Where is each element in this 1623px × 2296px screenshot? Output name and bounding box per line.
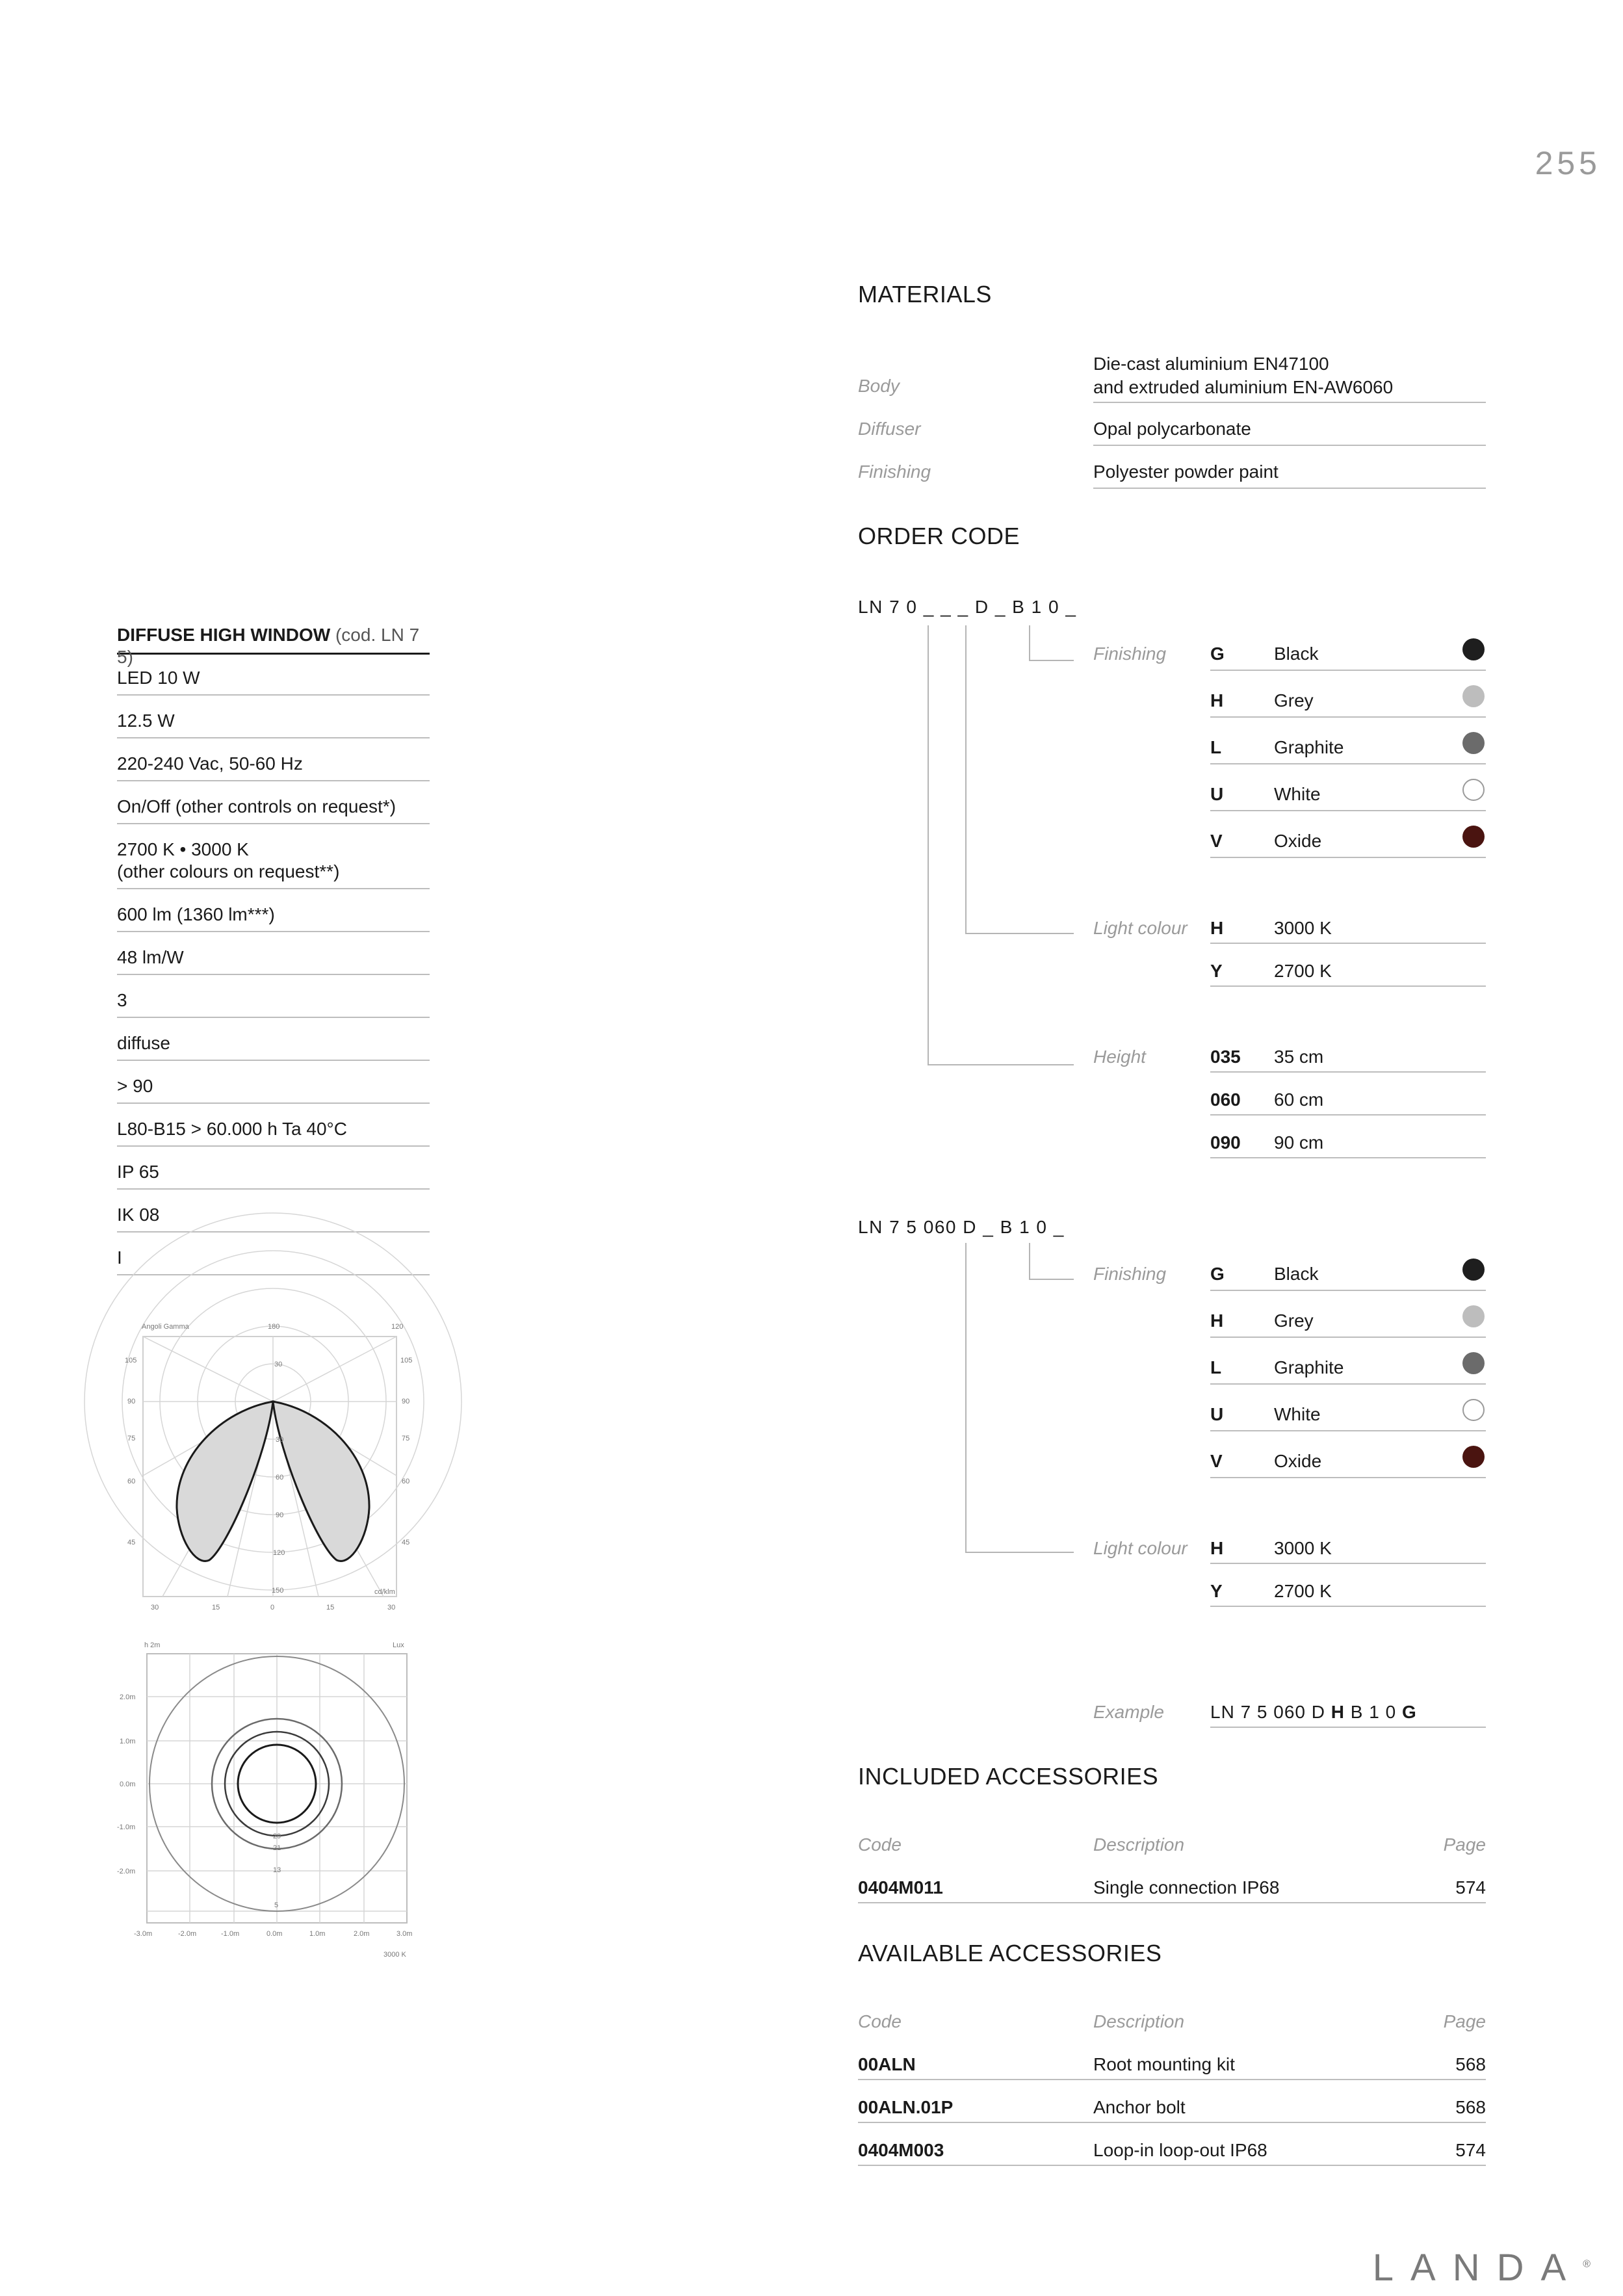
example-label: Example [1093, 1702, 1164, 1722]
divider [1210, 857, 1486, 858]
divider [858, 2122, 1486, 2123]
divider [1210, 716, 1486, 718]
polar-side-label: 60 [402, 1478, 410, 1485]
col-page-header: Page [1443, 1834, 1486, 1855]
accessory-code: 0404M011 [858, 1877, 943, 1898]
height-name: 90 cm [1274, 1132, 1324, 1153]
available-accessories-heading: AVAILABLE ACCESSORIES [858, 1940, 1162, 1966]
divider [1210, 763, 1486, 764]
isolux-height-label: h 2m [144, 1641, 161, 1649]
spec-value: IP 65 [117, 1162, 159, 1182]
accessory-code: 00ALN [858, 2054, 916, 2074]
polar-bottom-label: 15 [326, 1604, 335, 1611]
polar-radial-label: 150 [272, 1587, 284, 1595]
finish-name: Oxide [1274, 1451, 1322, 1471]
accessory-description: Single connection IP68 [1093, 1877, 1280, 1898]
spec-row [117, 710, 430, 738]
polar-light-distribution-chart [123, 1313, 413, 1612]
finish-name: White [1274, 1404, 1321, 1424]
divider [858, 2165, 1486, 2166]
isolux-chart [110, 1632, 422, 1963]
spec-value: IK 08 [117, 1205, 160, 1225]
page-number: 255 [1535, 145, 1601, 181]
spec-row [117, 1161, 430, 1190]
finish-name: Black [1274, 1264, 1319, 1284]
polar-side-label: 105 [400, 1357, 413, 1364]
example-code-highlight: H [1331, 1702, 1345, 1722]
accessory-page: 568 [1455, 2054, 1486, 2074]
divider [1210, 1071, 1486, 1073]
spec-row [117, 753, 430, 781]
divider [1210, 1290, 1486, 1291]
tree-line-height [928, 625, 1074, 1065]
polar-side-label: 45 [127, 1539, 136, 1546]
divider [1093, 488, 1486, 489]
materials-value: Polyester powder paint [1093, 462, 1279, 482]
isolux-ring-value: 5 [274, 1901, 279, 1909]
height-code: 060 [1210, 1089, 1241, 1110]
oxide-swatch [1462, 1446, 1485, 1468]
divider [858, 1902, 1486, 1903]
spec-value: 600 lm (1360 lm***) [117, 904, 275, 924]
spec-value: 2700 K • 3000 K [117, 839, 249, 859]
polar-bottom-label: 15 [212, 1604, 220, 1611]
polar-side-label: 90 [402, 1398, 410, 1405]
light-colour-name: 3000 K [1274, 918, 1332, 938]
materials-label: Diffuser [858, 419, 921, 439]
example-code-part: LN 7 5 060 D [1210, 1702, 1331, 1722]
polar-side-label: 75 [402, 1435, 410, 1442]
accessory-code: 0404M003 [858, 2140, 944, 2160]
divider [1210, 1727, 1486, 1728]
spec-row [117, 839, 430, 889]
finish-name: Graphite [1274, 1357, 1344, 1377]
accessory-description: Anchor bolt [1093, 2097, 1186, 2117]
spec-row [117, 1075, 430, 1104]
isolux-x-label: -2.0m [178, 1930, 197, 1938]
divider [1210, 985, 1486, 987]
finish-code: L [1210, 1357, 1222, 1377]
col-code-header: Code [858, 1834, 902, 1855]
isolux-unit-label: Lux [393, 1641, 404, 1649]
landa-logo [1373, 2246, 1591, 2289]
finishing-label: Finishing [1093, 1264, 1167, 1284]
col-description-header: Description [1093, 2011, 1185, 2031]
col-description-header: Description [1093, 1834, 1185, 1855]
polar-angles-label: Angoli Gamma [142, 1323, 189, 1331]
isolux-y-label: 2.0m [120, 1693, 136, 1701]
finish-code: V [1210, 831, 1223, 851]
spec-value: I [117, 1247, 122, 1268]
finish-code: U [1210, 1404, 1224, 1424]
height-code: 035 [1210, 1047, 1241, 1067]
polar-radial-label: 90 [276, 1511, 284, 1519]
isolux-x-label: 3.0m [396, 1930, 413, 1938]
isolux-ring-value: 21 [273, 1844, 281, 1852]
finish-name: White [1274, 784, 1321, 804]
isolux-x-label: -1.0m [221, 1930, 240, 1938]
divider [1210, 1383, 1486, 1385]
order-code-tree [910, 618, 1079, 1567]
materials-value: Opal polycarbonate [1093, 419, 1251, 439]
finish-name: Oxide [1274, 831, 1322, 851]
isolux-temp-label: 3000 K [383, 1951, 406, 1959]
height-code: 090 [1210, 1132, 1241, 1153]
accessory-code: 00ALN.01P [858, 2097, 954, 2117]
spec-value: On/Off (other controls on request*) [117, 796, 396, 816]
divider [1210, 1337, 1486, 1338]
spec-title-code: (cod. LN 7 5) [117, 625, 420, 667]
finish-code: G [1210, 1264, 1225, 1284]
spec-row [117, 1032, 430, 1061]
col-code-header: Code [858, 2011, 902, 2031]
divider [1210, 810, 1486, 811]
finish-name: Black [1274, 644, 1319, 664]
light-colour-code: H [1210, 918, 1224, 938]
polar-radial-label: 60 [276, 1474, 284, 1481]
spec-row [117, 667, 430, 696]
light-colour-label: Light colour [1093, 918, 1188, 938]
spec-row [117, 946, 430, 975]
polar-curve-right [273, 1402, 369, 1561]
isolux-y-label: 0.0m [120, 1781, 136, 1788]
spec-title-row [117, 624, 430, 667]
finish-code: V [1210, 1451, 1223, 1471]
isolux-x-label: 1.0m [309, 1930, 326, 1938]
spec-value: LED 10 W [117, 668, 200, 688]
accessory-page: 568 [1455, 2097, 1486, 2117]
divider [1093, 445, 1486, 446]
height-name: 60 cm [1274, 1089, 1324, 1110]
graphite-swatch [1462, 732, 1485, 754]
divider [1210, 1606, 1486, 1607]
order-code-template-1: LN 7 0 _ _ _ D _ B 1 0 _ [858, 597, 1077, 617]
materials-value-line: and extruded aluminium EN-AW6060 [1093, 377, 1394, 397]
divider [1093, 402, 1486, 403]
included-accessories-heading: INCLUDED ACCESSORIES [858, 1763, 1159, 1790]
order-code-heading: ORDER CODE [858, 523, 1020, 549]
spec-value: 48 lm/W [117, 947, 184, 967]
tree-line-finishing [1030, 625, 1074, 660]
isolux-x-label: 2.0m [354, 1930, 370, 1938]
spec-row [117, 989, 430, 1018]
polar-side-label: 90 [127, 1398, 136, 1405]
spec-row [117, 1118, 430, 1147]
white-swatch [1462, 1399, 1485, 1421]
light-colour-name: 2700 K [1274, 1581, 1332, 1601]
isolux-ring-value: 13 [273, 1866, 281, 1874]
divider [1210, 1430, 1486, 1431]
col-page-header: Page [1443, 2011, 1486, 2031]
registered-mark: ® [1583, 2258, 1591, 2270]
white-swatch [1462, 779, 1485, 801]
polar-side-label: 105 [125, 1357, 137, 1364]
spec-value: 3 [117, 990, 127, 1010]
spec-value: L80-B15 > 60.000 h Ta 40°C [117, 1119, 347, 1139]
divider [858, 2079, 1486, 2080]
tree-line-light-colour [966, 625, 1074, 933]
spec-title: DIFFUSE HIGH WINDOW [117, 625, 331, 645]
polar-radial-label: 120 [273, 1549, 285, 1557]
tree-line-finishing-2 [1030, 1243, 1074, 1279]
polar-bottom-label: 30 [151, 1604, 159, 1611]
polar-radial-label: 30 [274, 1361, 283, 1368]
black-swatch [1462, 638, 1485, 660]
example-code-highlight: G [1401, 1702, 1417, 1722]
materials-label: Finishing [858, 462, 931, 482]
accessory-page: 574 [1455, 1877, 1486, 1898]
materials-heading: MATERIALS [858, 281, 992, 307]
light-colour-label: Light colour [1093, 1538, 1188, 1558]
divider [1210, 1477, 1486, 1478]
tree-line-light-colour-2 [966, 1243, 1074, 1552]
divider [1210, 1157, 1486, 1158]
finish-code: U [1210, 784, 1224, 804]
light-colour-name: 3000 K [1274, 1538, 1332, 1558]
polar-side-label: 75 [127, 1435, 136, 1442]
divider [1210, 1563, 1486, 1564]
grey-swatch [1462, 685, 1485, 707]
finish-name: Grey [1274, 690, 1314, 711]
accessory-page: 574 [1455, 2140, 1486, 2160]
light-colour-code: Y [1210, 1581, 1223, 1601]
light-colour-code: Y [1210, 961, 1223, 981]
isolux-y-label: -2.0m [117, 1868, 136, 1875]
example-code-part: B 1 0 [1345, 1702, 1402, 1722]
polar-bottom-label: 0 [270, 1604, 275, 1611]
divider [1210, 670, 1486, 671]
materials-value-line: Die-cast aluminium EN47100 [1093, 354, 1329, 374]
height-label: Height [1093, 1047, 1146, 1067]
polar-curve-left [177, 1402, 273, 1561]
spec-value: > 90 [117, 1076, 153, 1096]
isolux-y-label: 1.0m [120, 1738, 136, 1745]
finish-code: G [1210, 644, 1225, 664]
polar-top-label: 120 [391, 1323, 404, 1331]
polar-unit-label: cd/klm [374, 1588, 395, 1596]
polar-side-label: 60 [127, 1478, 136, 1485]
light-colour-code: H [1210, 1538, 1224, 1558]
spec-value: 220-240 Vac, 50-60 Hz [117, 753, 303, 774]
graphite-swatch [1462, 1352, 1485, 1374]
spec-value: diffuse [117, 1033, 170, 1053]
accessory-description: Root mounting kit [1093, 2054, 1235, 2074]
finish-name: Grey [1274, 1311, 1314, 1331]
isolux-x-label: 0.0m [266, 1930, 283, 1938]
finish-code: L [1210, 737, 1222, 757]
isolux-ring-value: 29 [273, 1833, 281, 1840]
light-colour-name: 2700 K [1274, 961, 1332, 981]
black-swatch [1462, 1259, 1485, 1281]
spec-value-note: (other colours on request**) [117, 861, 340, 881]
polar-bottom-label: 30 [387, 1604, 396, 1611]
divider [1210, 943, 1486, 944]
finish-code: H [1210, 690, 1224, 711]
spec-row [117, 1204, 430, 1233]
spec-value: 12.5 W [117, 711, 175, 731]
example-code [1210, 1702, 1417, 1723]
spec-row [117, 796, 430, 824]
finishing-label: Finishing [1093, 644, 1167, 664]
polar-side-label: 45 [402, 1539, 410, 1546]
materials-label: Body [858, 376, 900, 396]
grey-swatch [1462, 1305, 1485, 1327]
finish-code: H [1210, 1311, 1224, 1331]
spec-row [117, 904, 430, 932]
logo-text: LANDA [1372, 2247, 1583, 2289]
polar-radial-label: 30 [276, 1436, 284, 1444]
materials-value [1093, 352, 1393, 399]
height-name: 35 cm [1274, 1047, 1324, 1067]
order-code-template-2: LN 7 5 060 D _ B 1 0 _ [858, 1217, 1065, 1237]
accessory-description: Loop-in loop-out IP68 [1093, 2140, 1267, 2160]
divider [1210, 1114, 1486, 1115]
isolux-x-label: -3.0m [134, 1930, 153, 1938]
polar-top-label: 180 [268, 1323, 280, 1331]
finish-name: Graphite [1274, 737, 1344, 757]
isolux-y-label: -1.0m [117, 1823, 136, 1831]
oxide-swatch [1462, 826, 1485, 848]
